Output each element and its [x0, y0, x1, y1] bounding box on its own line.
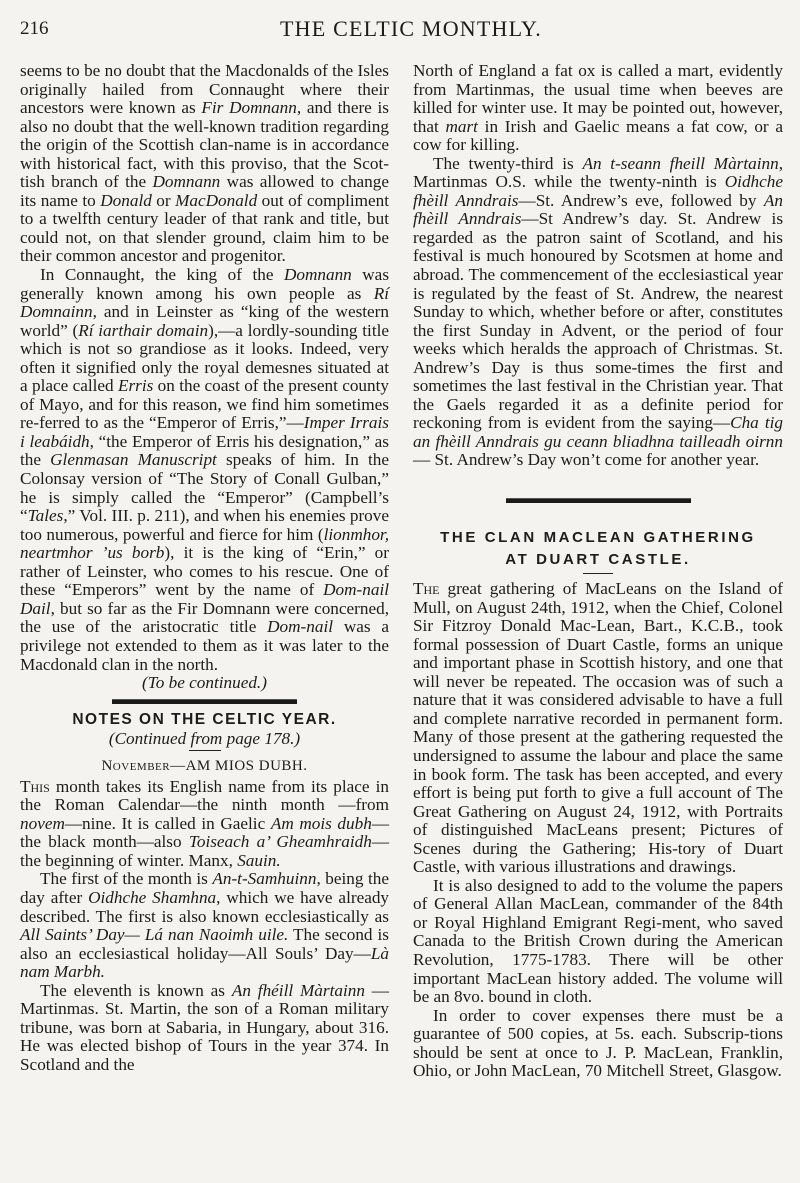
text-run: The first of the month is — [40, 869, 213, 889]
italic-term: Cha tig an fhèill Anndrais gu ceann bliadhna tailleadh oirnn — [413, 413, 783, 451]
article-notes-celtic-year-continued — [413, 62, 783, 470]
italic-term: MacDonald — [175, 190, 258, 210]
paragraph — [413, 62, 783, 155]
paragraph — [413, 580, 783, 877]
italic-term: Imper Irrais i leabáidh — [20, 413, 389, 451]
text-run: —St. Andrew’s eve, followed by — [518, 190, 764, 210]
italic-term: Fir Domnann — [201, 98, 297, 118]
text-run: was a privilege not extended to them as it was later to the Macdonald clan in the north. — [20, 617, 389, 674]
article-subtitle: (Continued from page 178.) — [108, 728, 301, 748]
article-clan-maclean-gathering — [413, 527, 783, 1081]
text-run: , and there is also no doubt that the well-known tradition regarding the origin of the Scottish clan-name is in accordance with historical fact, with this proviso, that the Scot-tish branch of the — [20, 98, 389, 192]
text-run: seems to be no doubt that the Macdonalds of the Isles originally hailed from Connaught where their ancestors were known as — [20, 61, 389, 118]
article-title: NOTES ON THE CELTIC YEAR. — [72, 710, 337, 728]
paragraph — [20, 778, 389, 871]
italic-term: Toiseach a’ Gheamhraidh — [188, 832, 372, 852]
text-run: was allowed to change its name to — [20, 172, 389, 210]
italic-term: Domnann — [152, 172, 221, 192]
drop-word: This — [20, 776, 50, 796]
article-macdonald-origins — [20, 62, 389, 693]
text-run: , and in Leinster as “king of the western world” ( — [20, 302, 389, 340]
page-number: 216 — [20, 18, 49, 39]
text-run: In Connaught, the king of the — [40, 265, 284, 285]
italic-term: An-t-Samhuinn — [212, 869, 317, 889]
italic-term: Oidhche fhèill Anndrais — [413, 172, 783, 210]
text-run: on the coast of the present county of Mayo, and for this reason, we find him sometimes re-ferred to as the “Emperor of Erris,”— — [20, 376, 389, 433]
drop-word: The — [413, 579, 440, 599]
italic-term: Dom-nail — [267, 617, 334, 637]
text-run: , which we have already described. The first is also known ecclesiastically as — [20, 887, 390, 926]
paragraph — [20, 982, 389, 1075]
to-be-continued-note: (To be continued.) — [142, 673, 267, 693]
italic-term: All Saints’ Day— Lá nan Naoimh uile. — [20, 925, 289, 945]
italic-term: Oidhche Shamhna — [88, 887, 217, 907]
italic-term: An fhéill Màrtainn — [231, 980, 365, 1000]
text-run: great gathering of MacLeans on the Island of Mull, on August 24th, 1912, when the Chief, Colonel Sir Fitzroy Donald Mac-Lean, Bart., K.C.B., took formal possession of Duart Castle, forms an unique and important phase in Scottish history, and one that will never be repeated. The occasion was of such a nature that it was considered advisable to have a full and complete narrative recorded in permanent form. Many of those present at the gathering requested the undersigned to assume the labour and place the same in book form. The task has been accepted, and every effort is being put forth to give a full account of The Great Gathering on August 24, 1912, with Portraits of distinguished MacLeans present; Pictures of Scenes during the Gathering; His-tory of Duart Castle, with various illustrations and drawings. — [413, 579, 783, 877]
article-title-line-2: AT DUART CASTLE. — [505, 551, 691, 569]
italic-term: Rí iarthair domain — [78, 320, 209, 340]
paragraph — [20, 62, 389, 266]
italic-term: An fhèill Anndrais — [413, 190, 783, 229]
italic-term: Donald — [100, 190, 152, 210]
text-run: was generally known among his own people as — [20, 265, 390, 303]
text-run: It is also designed to add to the volume the papers of General Allan MacLean, commander of the 84th or Royal Highland Emigrant Regi-ment, who saved Canada to the British Crown during the American Revolution, 1775-1783. There will be other important MacLean history added. The volume will be an 8vo. bound in cloth. — [413, 875, 783, 1007]
text-run: month takes its English name from its place in the Roman Calendar—the ninth month —from — [20, 776, 389, 815]
italic-term: Dom-nail Dail — [20, 580, 389, 618]
text-run: —the beginning of winter. Manx, — [20, 832, 389, 870]
paragraph — [413, 877, 783, 1007]
page-header — [20, 14, 786, 44]
text-run: ), it is the king of “Erin,” or rather of Leinster, who comes to his rescue. One of these “Emperors” went by the name of — [20, 543, 390, 600]
text-run: , but so far as the Fir Domnann were concerned, the use of the aristocratic title — [20, 598, 389, 637]
italic-term: mart — [445, 116, 478, 136]
text-run: , being the day after — [20, 869, 389, 907]
italic-term: Erris — [117, 376, 154, 396]
text-run: The eleventh is known as — [40, 980, 232, 1000]
text-run: —nine. It is called in Gaelic — [64, 813, 271, 833]
italic-term: Am mois dubh — [270, 813, 372, 833]
text-run: The twenty-third is — [433, 153, 583, 173]
paragraph — [20, 870, 389, 981]
section-divider — [506, 498, 691, 503]
italic-term: Rí Domnainn — [20, 283, 389, 322]
text-run: — St. Andrew’s Day won’t come for another year. — [413, 450, 760, 470]
italic-term: novem — [20, 813, 65, 833]
text-run: —Martinmas. St. Martin, the son of a Roman military tribune, was born at Sabaria, in Hungary, about 316. He was elected bishop of Tours in the year 374. In Scotland and the — [20, 980, 389, 1074]
right-column — [413, 62, 783, 1081]
text-run: North of England a fat ox is called a mart, evidently from Martinmas, the usual time when beeves are killed for winter use. It may be pointed out, however, that — [413, 61, 783, 136]
article-title-line-1: THE CLAN MACLEAN GATHERING — [440, 529, 756, 547]
paragraph — [413, 1007, 783, 1081]
italic-term: lionmhor, neartmhor ’us borb — [20, 524, 389, 563]
text-run: In order to cover expenses there must be a guarantee of 500 copies, at 5s. each. Subscrip-tions should be sent at once to J. P. MacLean, Franklin, Ohio, or John MacLean, 70 Mitchell Street, Glasgow. — [413, 1005, 783, 1081]
running-title: THE CELTIC MONTHLY. — [280, 16, 542, 41]
text-run: , Martinmas O.S. while the twenty-ninth is — [413, 153, 783, 192]
text-run: —St Andrew’s day. St. Andrew is regarded as the patron saint of Scotland, and his festival is much honoured by Scotsmen at home and abroad. The commencement of the ecclesiastical year is regulated by the feast of St. Andrew, the nearest Sunday to which, whether before or after, constitutes the first Sunday in Advent, or the period of four weeks which heralds the approach of Christmas. St. Andrew’s Day is thus some-times the first and sometimes the last festival in the Christian year. That the Gaels regarded it as a definite period for reckoning from is evident from the saying— — [413, 209, 784, 433]
italic-term: Sauin. — [237, 850, 281, 870]
italic-term: Là nam Marbh. — [20, 943, 389, 982]
italic-term: Glenmasan Manuscript — [50, 450, 217, 470]
article-notes-celtic-year — [20, 710, 389, 1075]
text-run: ,” Vol. III. p. 211), and when his enemies prove too numerous, powerful and fierce for him ( — [20, 506, 389, 544]
short-rule — [583, 573, 613, 574]
text-run: in Irish and Gaelic means a fat cow, or a cow for killing. — [413, 116, 783, 155]
text-run: out of compliment to a twelfth century leader of that rank and title, but could not, on that slender ground, claim him to be their common ancestor and progenitor. — [20, 190, 389, 266]
month-subheading: November—AM MIOS DUBH. — [101, 758, 308, 775]
paragraph — [20, 266, 389, 674]
text-run: ),—a lordly-sounding title which is not so grandiose as it looks. Indeed, very often it signified only the royal demesnes situated at a place called — [20, 320, 390, 396]
text-run: , “the Emperor of Erris his designation,” as the — [20, 431, 389, 470]
italic-term: An t-seann fheill Màrtainn — [582, 153, 779, 173]
text-run: or — [151, 190, 176, 210]
paragraph — [413, 155, 783, 470]
text-run: —the black month—also — [20, 813, 389, 852]
italic-term: Domnann — [283, 265, 352, 285]
left-column — [20, 62, 389, 1074]
text-run: The second is also an ecclesiastical holiday—All Souls’ Day— — [20, 925, 389, 963]
section-divider — [112, 699, 297, 704]
italic-term: Tales — [27, 506, 64, 526]
text-run: speaks of him. In the Colonsay version of “The Story of Conall Gulban,” he is simply called the “Emperor” (Campbell’s “ — [20, 450, 389, 526]
short-rule — [189, 750, 221, 751]
